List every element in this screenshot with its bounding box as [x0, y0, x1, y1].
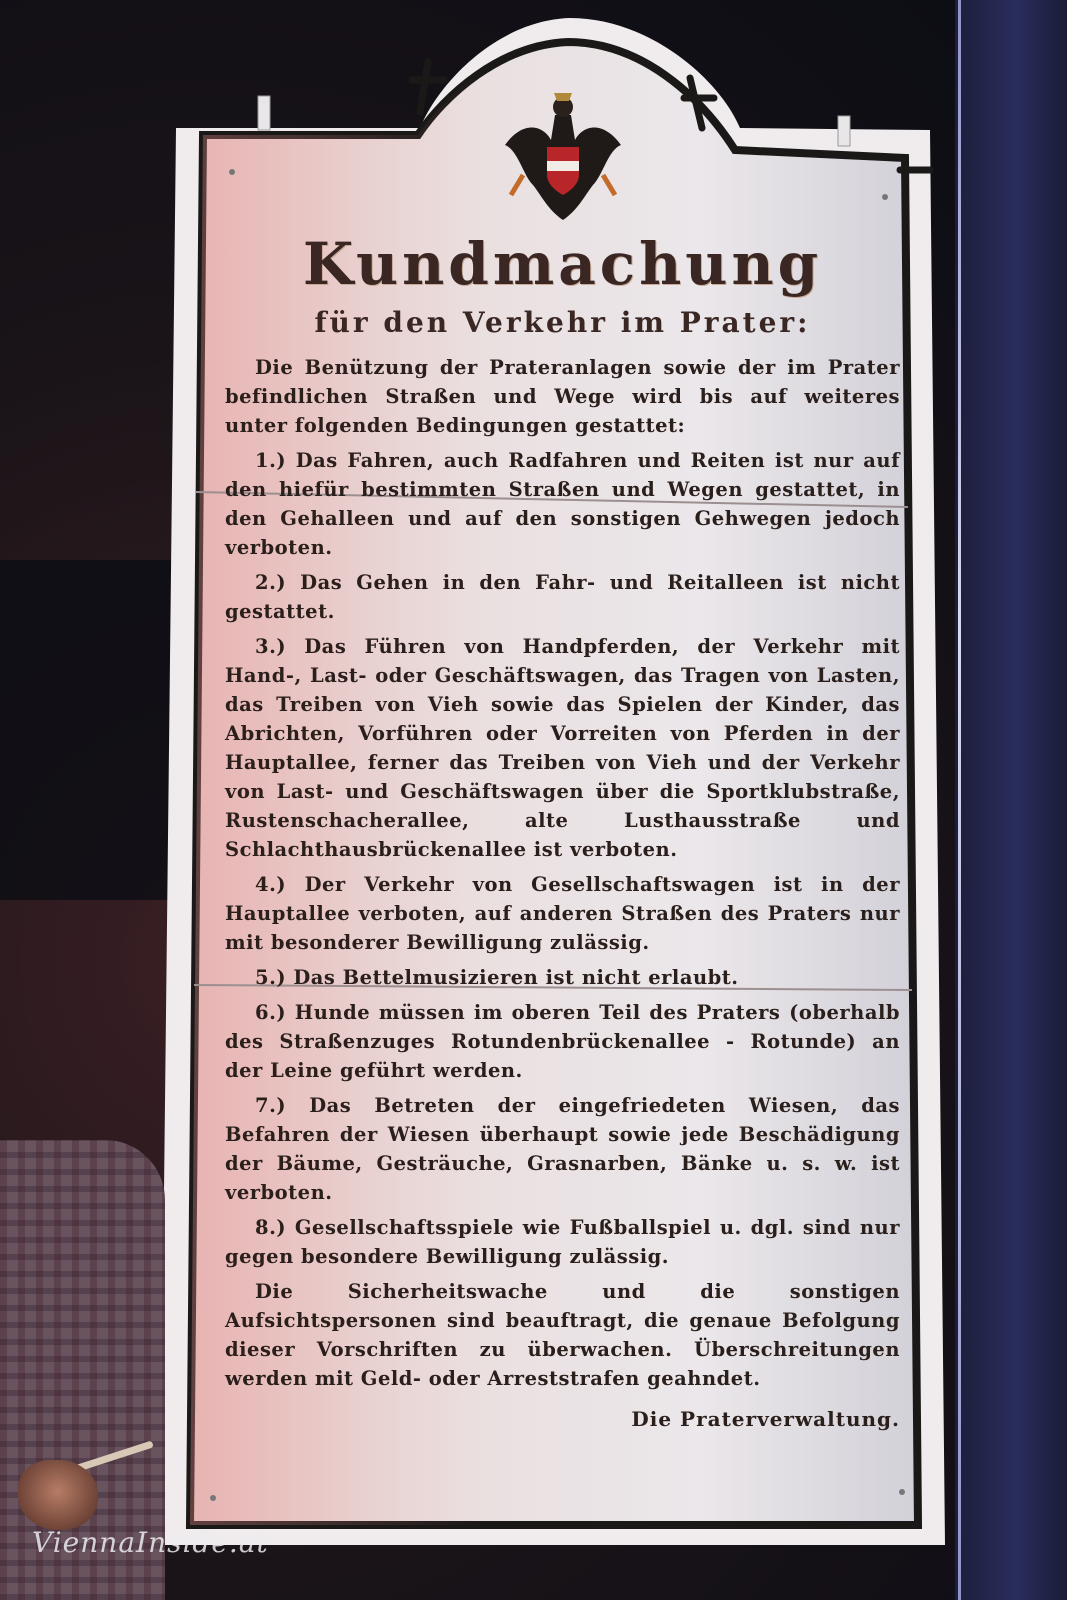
sign-intro: Die Benützung der Prateranlagen sowie der im Prater befindlichen Straßen und Wege wird bis auf weiteres unter folgenden Bedingungen gestattet:	[225, 356, 900, 437]
watermark: ViennaInside.at	[32, 1526, 269, 1559]
mounting-tab	[838, 116, 850, 146]
sign-closing: Die Sicherheitswache und die sonstigen Aufsichtspersonen sind beauftragt, die genaue Befolgung dieser Vorschriften zu überwachen. Überschreitungen werden mit Geld- oder Arreststrafen geahndet.	[225, 1280, 900, 1390]
person-hand	[18, 1460, 98, 1530]
rule-item: 8.) Gesellschaftsspiele wie Fußballspiel u. dgl. sind nur gegen besondere Bewilligung zulässig.	[225, 1216, 900, 1268]
rule-item: 4.) Der Verkehr von Gesellschaftswagen ist in der Hauptallee verboten, auf anderen Straßen des Praters nur mit besonderer Bewilligung zulässig.	[225, 873, 900, 954]
rule-item: 5.) Das Bettelmusizieren ist nicht erlaubt.	[255, 966, 739, 989]
sign-title: Kundmachung	[302, 230, 823, 298]
rule-item: 2.) Das Gehen in den Fahr- und Reitalleen ist nicht gestattet.	[225, 571, 900, 623]
rule-item: 3.) Das Führen von Handpferden, der Verkehr mit Hand-, Last- oder Geschäftswagen, das Tragen von Lasten, das Treiben von Vieh sowie das Spielen der Kinder, das Abrichten, Vorführen oder Vorreiten von Pferden in der Hauptallee, ferner das Treiben von Vieh und der Verkehr von Last- und Geschäftswagen über die Sportklubstraße, Rustenschacherallee, alte Lusthausstraße und Schlachthausbrückenallee ist verboten.	[225, 635, 900, 861]
rule-item: 1.) Das Fahren, auch Radfahren und Reiten ist nur auf den hiefür bestimmten Straßen und Wegen gestattet, in den Gehalleen und auf den sonstigen Gehwegen jedoch verboten.	[225, 449, 900, 559]
sign-signature: Die Praterverwaltung.	[631, 1407, 900, 1431]
sign-subtitle: für den Verkehr im Prater:	[314, 306, 811, 339]
mounting-tab	[258, 96, 270, 130]
rule-item: 6.) Hunde müssen im oberen Teil des Praters (oberhalb des Straßenzuges Rotundenbrückenallee - Rotunde) an der Leine geführt werden.	[225, 1001, 900, 1082]
sign-text	[225, 230, 900, 1431]
rule-item: 7.) Das Betreten der eingefriedeten Wiesen, das Befahren der Wiesen überhaupt sowie jede Beschädigung der Bäume, Gesträuche, Grasnarben, Bänke u. s. w. ist verboten.	[225, 1094, 900, 1204]
